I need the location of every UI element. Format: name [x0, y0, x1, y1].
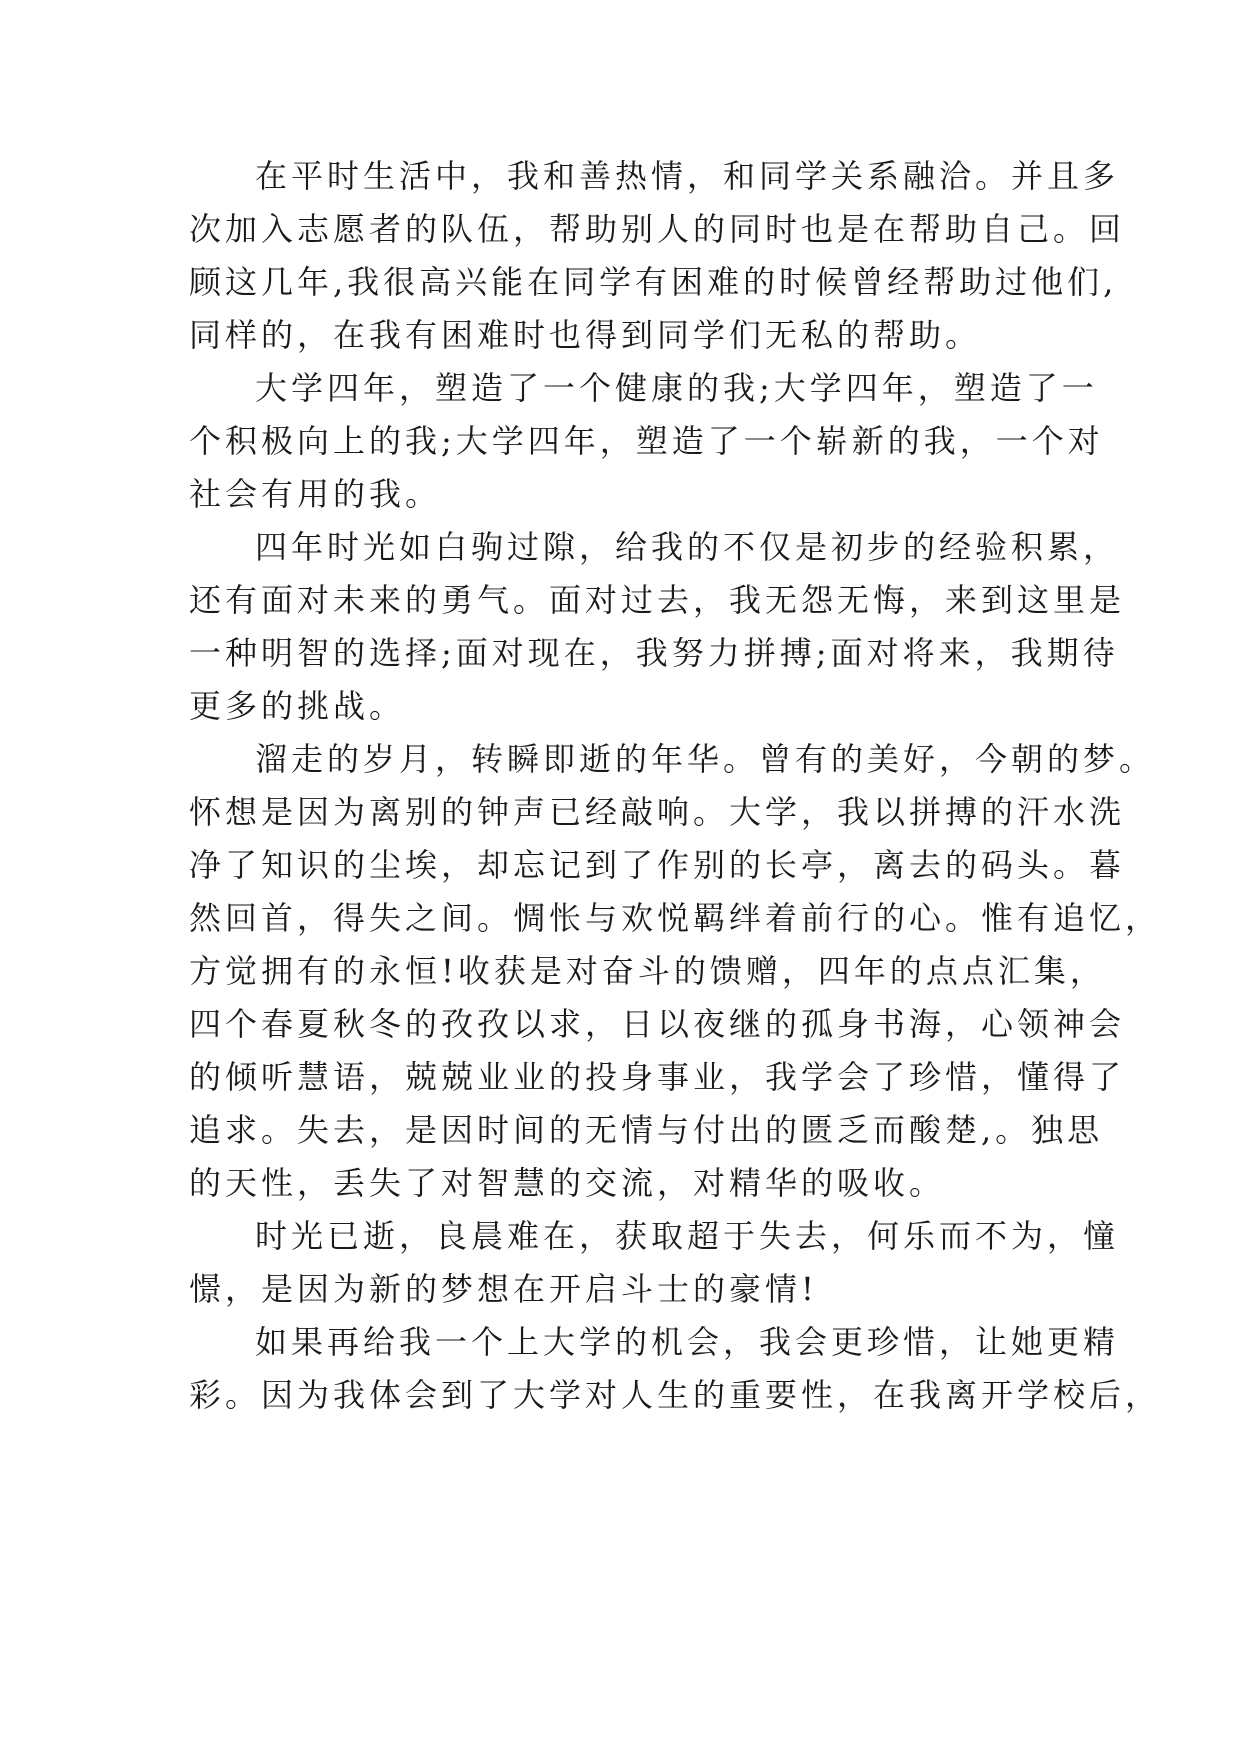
text-line: 然回首，得失之间。惆怅与欢悦羁绊着前行的心。惟有追忆，	[189, 899, 1162, 937]
text-line: 在平时生活中，我和善热情，和同学关系融洽。并且多	[255, 157, 1120, 195]
text-line: 四年时光如白驹过隙，给我的不仅是初步的经验积累，	[255, 528, 1120, 566]
text-line: 的天性，丢失了对智慧的交流，对精华的吸收。	[189, 1164, 946, 1202]
text-line: 彩。因为我体会到了大学对人生的重要性，在我离开学校后，	[189, 1376, 1162, 1414]
text-line: 社会有用的我。	[189, 475, 442, 513]
text-line: 如果再给我一个上大学的机会，我会更珍惜，让她更精	[255, 1323, 1120, 1361]
text-line: 憬，是因为新的梦想在开启斗士的豪情!	[189, 1270, 818, 1308]
text-line: 顾这几年,我很高兴能在同学有困难的时候曾经帮助过他们,	[189, 263, 1118, 301]
text-line: 的倾听慧语，兢兢业业的投身事业，我学会了珍惜，懂得了	[189, 1058, 1126, 1096]
text-line: 同样的，在我有困难时也得到同学们无私的帮助。	[189, 316, 982, 354]
text-line: 次加入志愿者的队伍，帮助别人的同时也是在帮助自己。回	[189, 210, 1126, 248]
text-line: 大学四年，塑造了一个健康的我;大学四年，塑造了一	[255, 369, 1098, 407]
text-line: 怀想是因为离别的钟声已经敲响。大学，我以拼搏的汗水洗	[189, 793, 1126, 831]
text-line: 四个春夏秋冬的孜孜以求，日以夜继的孤身书海，心领神会	[189, 1005, 1126, 1043]
text-line: 净了知识的尘埃，却忘记到了作别的长亭，离去的码头。暮	[189, 846, 1126, 884]
text-line: 更多的挑战。	[189, 687, 406, 725]
text-line: 方觉拥有的永恒!收获是对奋斗的馈赠，四年的点点汇集，	[189, 952, 1106, 990]
text-line: 个积极向上的我;大学四年，塑造了一个崭新的我，一个对	[189, 422, 1104, 460]
text-line: 时光已逝，良晨难在，获取超于失去，何乐而不为，憧	[255, 1217, 1120, 1255]
text-line: 还有面对未来的勇气。面对过去，我无怨无悔，来到这里是	[189, 581, 1126, 619]
text-line: 溜走的岁月，转瞬即逝的年华。曾有的美好，今朝的梦。	[255, 740, 1156, 778]
text-line: 追求。失去，是因时间的无情与付出的匮乏而酸楚,。独思	[189, 1111, 1104, 1149]
text-line: 一种明智的选择;面对现在，我努力拼搏;面对将来，我期待	[189, 634, 1119, 672]
